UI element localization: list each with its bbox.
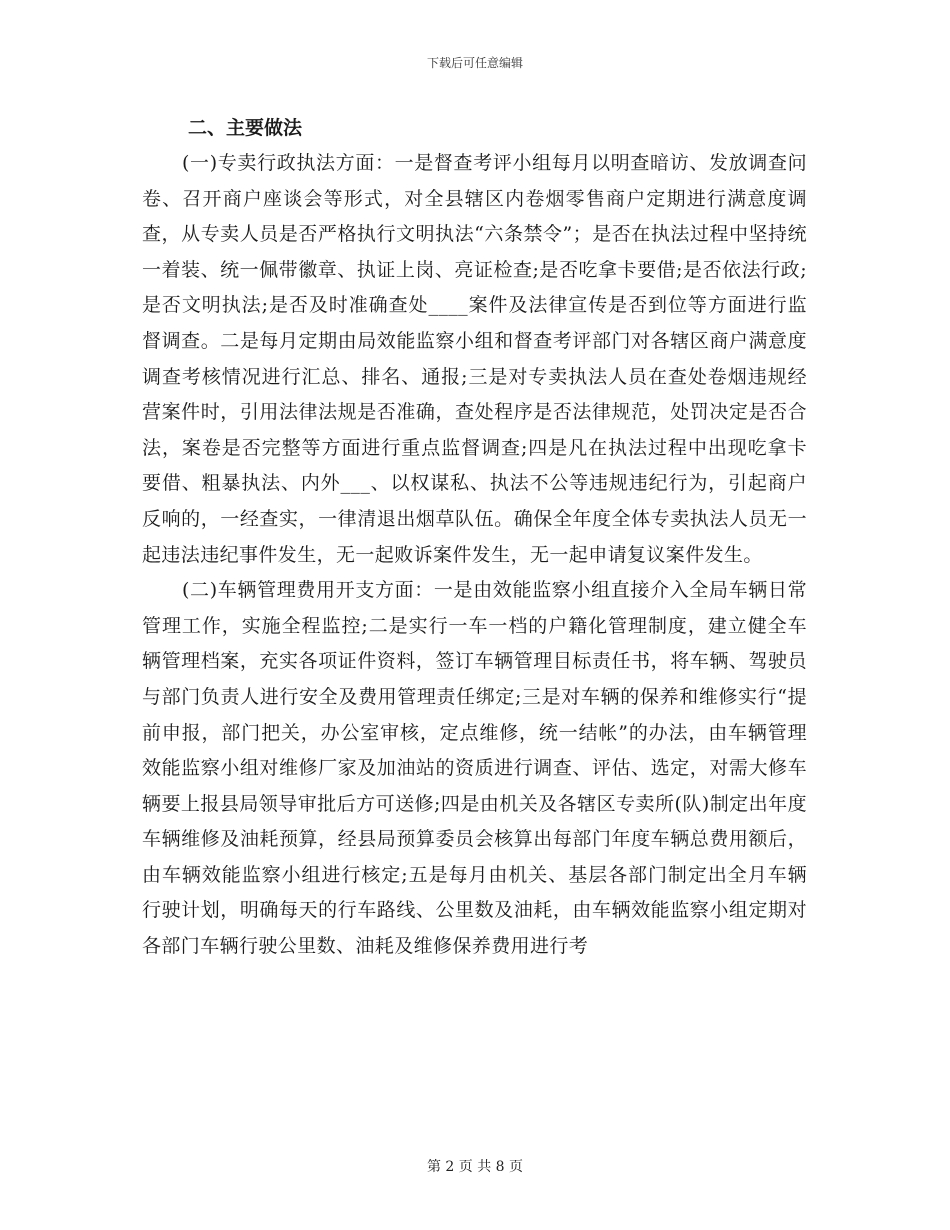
paragraph-law-enforcement: (一)专卖行政执法方面：一是督查考评小组每月以明查暗访、发放调查问卷、召开商户座谈会等形式，对全县辖区内卷烟零售商户定期进行满意度调查，从专卖人员是否严格执行文明执法“六条禁令”；是否在执法过程中坚持统一着装、统一佩带徽章、执证上岗、亮证检查;是否吃拿卡要借;是否依法行政;是否文明执法;是否及时准确查处____案件及法律宣传是否到位等方面进行监督调查。二是每月定期由局效能监察小组和督查考评部门对各辖区商户满意度调查考核情况进行汇总、排名、通报;三是对专卖执法人员在查处卷烟违规经营案件时，引用法律法规是否准确，查处程序是否法律规范，处罚决定是否合法，案卷是否完整等方面进行重点监督调查;四是凡在执法过程中出现吃拿卡要借、粗暴执法、内外___、以权谋私、执法不公等违规违纪行为，引起商户反响的，一经查实，一律清退出烟草队伍。确保全年度全体专卖执法人员无一起违法违纪事件发生，无一起败诉案件发生，无一起申请复议案件发生。 <box>142 152 807 566</box>
section-heading: 二、主要做法 <box>188 117 303 139</box>
document-body <box>142 110 807 965</box>
paragraph-vehicle-management: (二)车辆管理费用开支方面：一是由效能监察小组直接介入全局车辆日常管理工作，实施全程监控;二是实行一车一档的户籍化管理制度，建立健全车辆管理档案，充实各项证件资料，签订车辆管理目标责任书，将车辆、驾驶员与部门负责人进行安全及费用管理责任绑定;三是对车辆的保养和维修实行“提前申报，部门把关，办公室审核，定点维修，统一结帐”的办法，由车辆管理效能监察小组对维修厂家及加油站的资质进行调查、评估、选定，对需大修车辆要上报县局领导审批后方可送修;四是由机关及各辖区专卖所(队)制定出年度车辆维修及油耗预算，经县局预算委员会核算出每部门年度车辆总费用额后，由车辆效能监察小组进行核定;五是每月由机关、基层各部门制定出全月车辆行驶计划，明确每天的行车路线、公里数及油耗，由车辆效能监察小组定期对各部门车辆行驶公里数、油耗及维修保养费用进行考 <box>142 579 807 958</box>
header-note: 下载后可任意编辑 <box>426 56 523 70</box>
page-number: 第 2 页 共 8 页 <box>426 1159 524 1175</box>
